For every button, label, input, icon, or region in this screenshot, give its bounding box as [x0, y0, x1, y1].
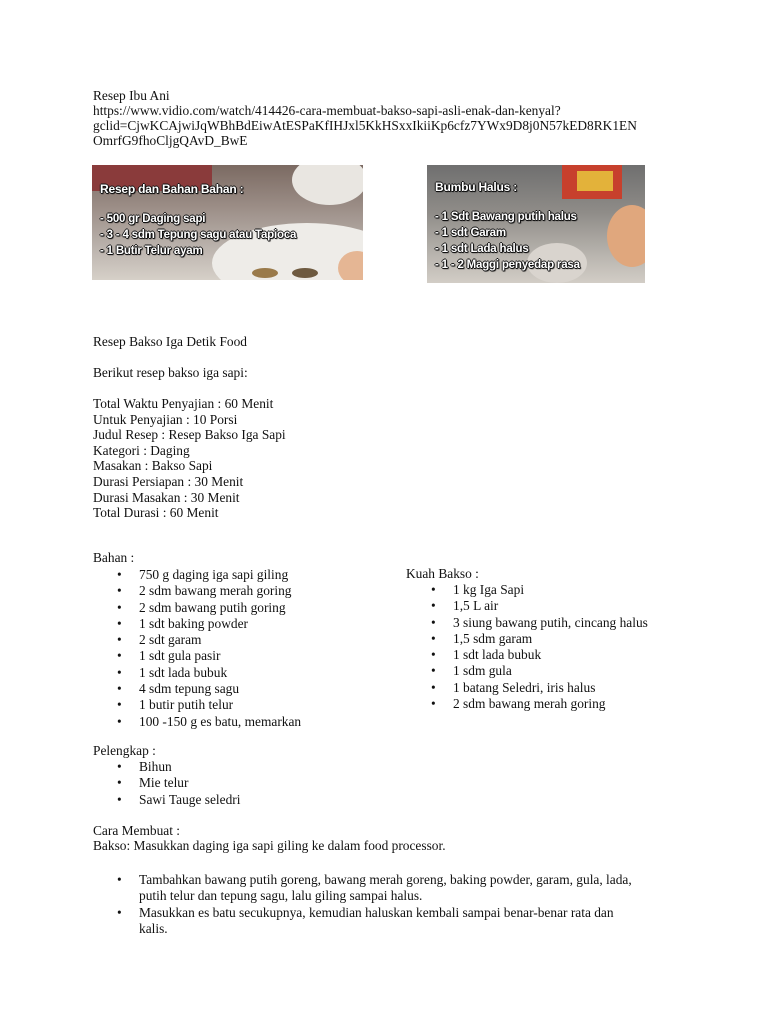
- bahan-label: Bahan :: [93, 550, 135, 565]
- source-url-line-1[interactable]: https://www.vidio.com/watch/414426-cara-membuat-bakso-sapi-asli-enak-dan-kenyal?: [93, 103, 561, 118]
- cara-intro: Bakso: Masukkan daging iga sapi giling ke dalam food processor.: [93, 838, 446, 853]
- kuah-list: [453, 582, 648, 712]
- kuah-label: Kuah Bakso :: [406, 566, 479, 581]
- list-item: • 1 butir putih telur: [139, 697, 301, 713]
- list-item: • 1 sdt lada bubuk: [139, 665, 301, 681]
- step-item: [139, 905, 679, 936]
- list-item: • 1 sdt lada bubuk: [453, 647, 648, 663]
- list-item: • 1 sdm gula: [453, 663, 648, 679]
- list-item: • 2 sdm bawang merah goring: [139, 583, 301, 599]
- cara-steps: [139, 872, 679, 936]
- image1-item: - 1 Butir Telur ayam: [100, 245, 203, 257]
- seasoning-packet-label-shape: [577, 171, 613, 191]
- list-item: • 2 sdm bawang putih goring: [139, 600, 301, 616]
- image2-title: Bumbu Halus :: [435, 180, 518, 194]
- cara-label: Cara Membuat :: [93, 823, 181, 838]
- spice-shape: [292, 268, 318, 278]
- info-judul: Judul Resep : Resep Bakso Iga Sapi: [93, 427, 286, 443]
- list-item: • 1,5 L air: [453, 598, 648, 614]
- step-line: putih telur dan tepung sagu, lalu giling sampai halus.: [139, 887, 423, 903]
- info-masakan: Masakan : Bakso Sapi: [93, 458, 213, 474]
- bahan-list: [139, 567, 301, 730]
- recipe-heading: Resep Bakso Iga Detik Food: [93, 334, 247, 349]
- step-line: • Masukkan es batu secukupnya, kemudian haluskan kembali sampai benar-benar rata dan: [139, 905, 614, 921]
- list-item: • 100 -150 g es batu, memarkan: [139, 714, 301, 730]
- list-item: • Mie telur: [139, 775, 240, 791]
- pelengkap-list: [139, 759, 240, 808]
- info-total-durasi: Total Durasi : 60 Menit: [93, 505, 219, 521]
- source-url-line-3[interactable]: OmrfG9fhoCljgQAvD_BwE: [93, 133, 248, 148]
- list-item: • 2 sdm bawang merah goring: [453, 696, 648, 712]
- list-item: • 3 siung bawang putih, cincang halus: [453, 615, 648, 631]
- source-url-line-2[interactable]: gclid=CjwKCAjwiJqWBhBdEiwAtESPaKfIHJxl5KkHSxxIkiiKp6cfz7YWx9D8j0N57kED8RK1EN: [93, 118, 637, 133]
- ingredients-photo: [92, 165, 363, 280]
- image2-item: - 1 sdt Lada halus: [435, 243, 529, 255]
- info-durasi-masakan: Durasi Masakan : 30 Menit: [93, 489, 240, 505]
- info-durasi-persiapan: Durasi Persiapan : 30 Menit: [93, 473, 244, 489]
- pelengkap-label: Pelengkap :: [93, 743, 156, 758]
- list-item: • 1 sdt baking powder: [139, 616, 301, 632]
- list-item: • 4 sdm tepung sagu: [139, 681, 301, 697]
- recipe-info-list: [93, 396, 286, 521]
- list-item: • 1 sdt gula pasir: [139, 648, 301, 664]
- source-title: Resep Ibu Ani: [93, 88, 170, 103]
- spice-shape: [252, 268, 278, 278]
- step-line: • Tambahkan bawang putih goreng, bawang merah goreng, baking powder, garam, gula, lada,: [139, 872, 632, 887]
- image1-title: Resep dan Bahan Bahan :: [100, 182, 244, 196]
- recipe-intro: Berikut resep bakso iga sapi:: [93, 365, 248, 380]
- step-line: kalis.: [139, 920, 168, 936]
- spices-photo: [427, 165, 645, 283]
- egg-shape: [607, 205, 645, 267]
- image1-item: - 500 gr Daging sapi: [100, 213, 206, 225]
- list-item: • Bihun: [139, 759, 240, 775]
- info-kategori: Kategori : Daging: [93, 442, 190, 458]
- list-item: • 2 sdt garam: [139, 632, 301, 648]
- image2-item: - 1 - 2 Maggi penyedap rasa: [435, 259, 580, 271]
- info-total-waktu: Total Waktu Penyajian : 60 Menit: [93, 396, 274, 411]
- step-item: [139, 872, 679, 903]
- list-item: • 750 g daging iga sapi giling: [139, 567, 301, 583]
- list-item: • 1,5 sdm garam: [453, 631, 648, 647]
- list-item: • Sawi Tauge seledri: [139, 792, 240, 808]
- flour-bowl-shape: [292, 165, 363, 205]
- image2-item: - 1 Sdt Bawang putih halus: [435, 211, 577, 223]
- image2-item: - 1 sdt Garam: [435, 227, 506, 239]
- info-porsi: Untuk Penyajian : 10 Porsi: [93, 411, 238, 427]
- list-item: • 1 batang Seledri, iris halus: [453, 680, 648, 696]
- list-item: • 1 kg Iga Sapi: [453, 582, 648, 598]
- image1-item: - 3 - 4 sdm Tepung sagu atau Tapioca: [100, 229, 297, 241]
